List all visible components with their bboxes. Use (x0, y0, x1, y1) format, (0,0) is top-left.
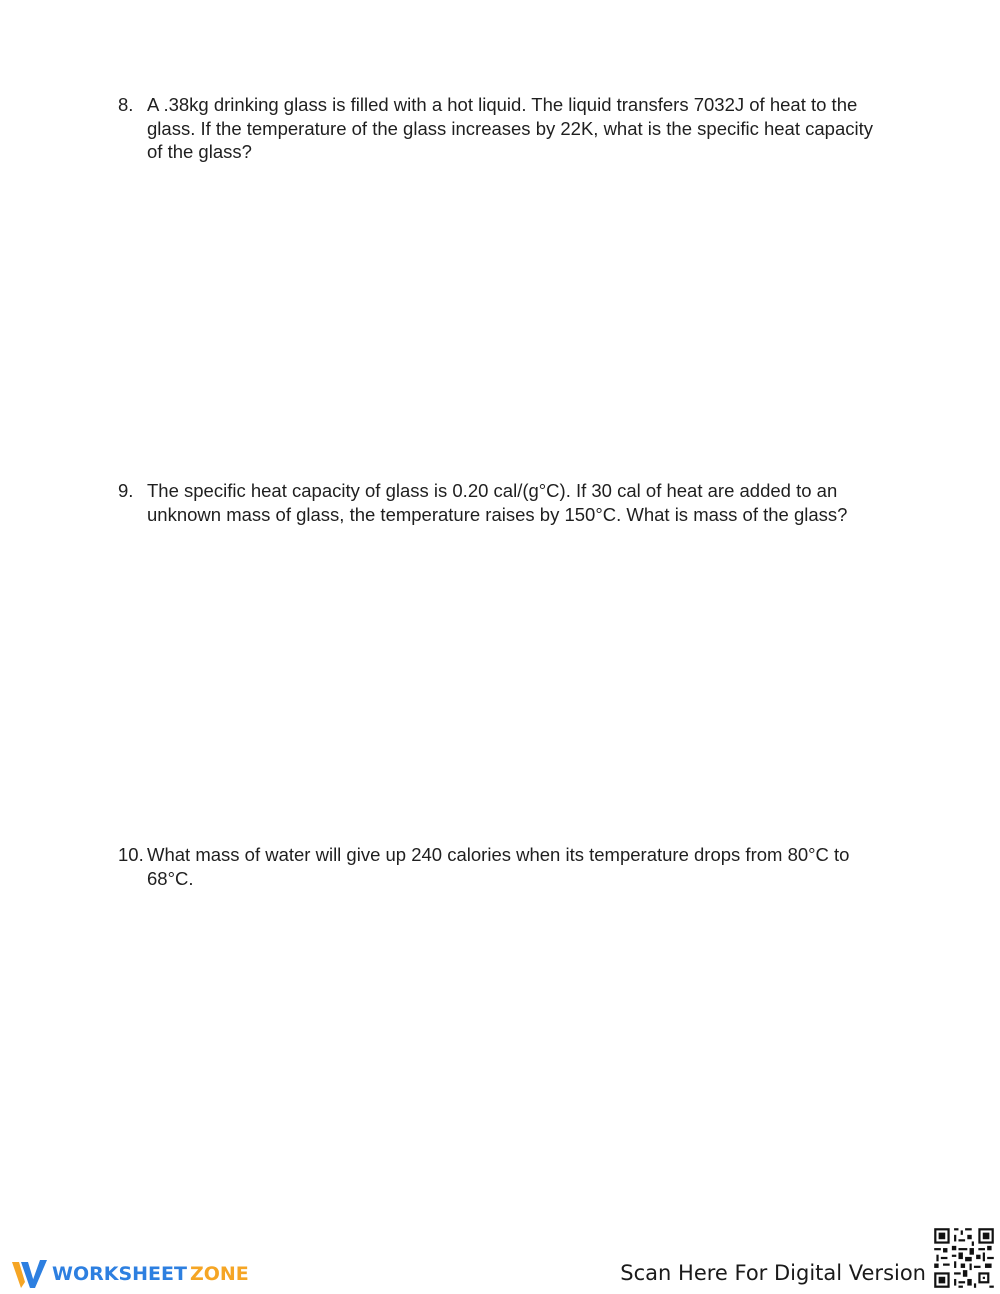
worksheetzone-logo[interactable] (10, 1257, 249, 1291)
question-number: 8. (118, 94, 134, 115)
qr-code-icon[interactable] (932, 1226, 996, 1290)
brand-name-part1: WORKSHEET (52, 1263, 187, 1285)
brand-name (52, 1263, 249, 1285)
question-number: 9. (118, 480, 134, 501)
question-text: The specific heat capacity of glass is 0.20 cal/(g°C). If 30 cal of heat are added to an unknown mass of glass, the temperature raises by 150°C. What is mass of the glass? (147, 480, 848, 525)
question-text: A .38kg drinking glass is filled with a hot liquid. The liquid transfers 7032J of heat to the glass. If the temperature of the glass increases by 22K, what is the specific heat capacity of the glass? (147, 94, 873, 162)
qr-code-graphic (932, 1226, 996, 1290)
question-8 (118, 93, 878, 164)
scan-instruction: Scan Here For Digital Version (620, 1261, 926, 1285)
brand-name-part2: ZONE (189, 1263, 249, 1285)
question-text: What mass of water will give up 240 calories when its temperature drops from 80°C to 68°C. (147, 844, 850, 889)
question-10 (118, 843, 888, 890)
question-9 (118, 479, 878, 526)
question-number: 10. (118, 844, 144, 865)
worksheetzone-w-logo-icon (10, 1258, 48, 1290)
